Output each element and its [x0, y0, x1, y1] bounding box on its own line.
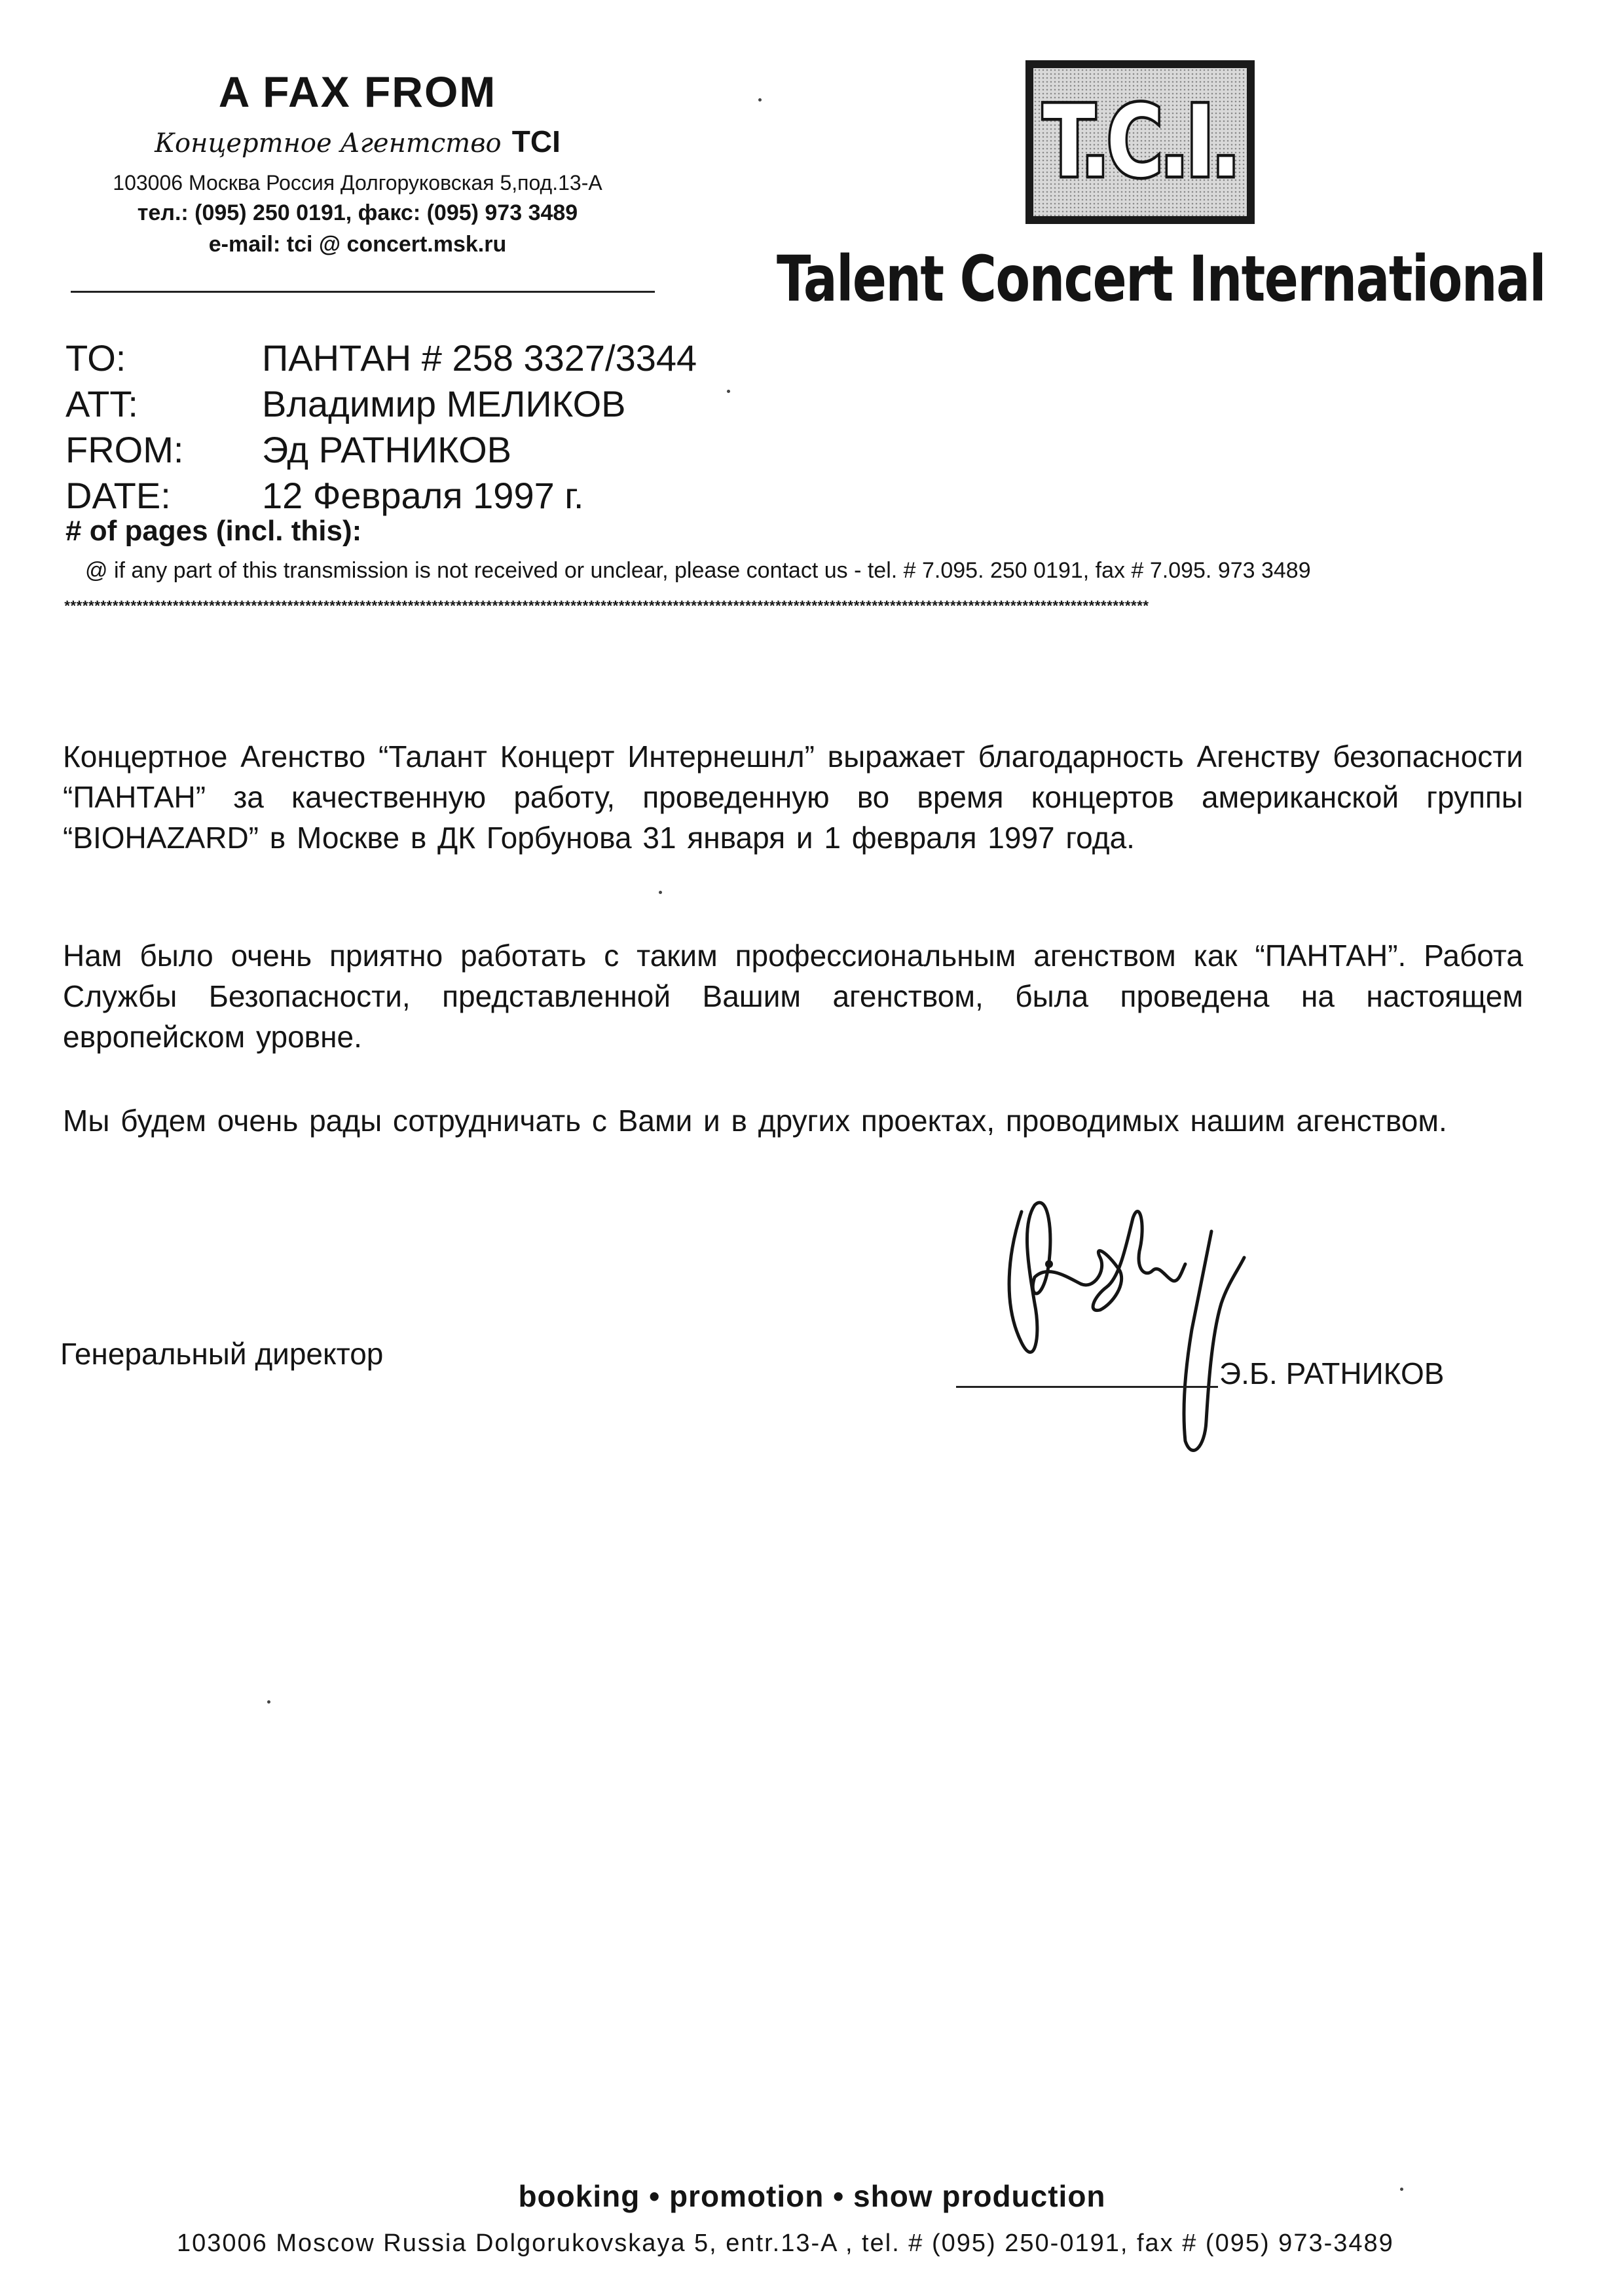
to-value: ПАНТАН # 258 3327/3344 — [262, 337, 697, 379]
scan-speck — [758, 98, 762, 102]
to-label: TO: — [65, 337, 126, 379]
agency-name — [63, 121, 652, 164]
transmission-notice: @ if any part of this transmission is not received or unclear, please contact us - tel. # 7.095. 250 0191, fax # 7.095. 973 3489 — [85, 558, 1311, 583]
tci-logo-text: T.C.I. — [1043, 85, 1238, 199]
body-paragraph: Нам было очень приятно работать с таким профессиональным агенством как “ПАНТАН”. Работа Службы Безопасности, представленной Вашим агенством, была проведена на настоящем европейском уровне. — [63, 939, 1523, 1054]
date-label: DATE: — [65, 475, 171, 516]
fax-title: A FAX FROM — [218, 67, 497, 116]
sender-email: e-mail: tci @ concert.msk.ru — [208, 232, 507, 257]
agency-tci: TCI — [511, 124, 561, 159]
scan-speck — [1400, 2188, 1403, 2191]
from-value: Эд РАТНИКОВ — [262, 429, 512, 470]
field-to — [65, 335, 697, 381]
company-name: Talent Concert International — [777, 242, 1545, 316]
signature-line — [956, 1386, 1218, 1388]
sender-phone-fax: тел.: (095) 250 0191, факс: (095) 973 3489 — [137, 200, 578, 225]
from-label: FROM: — [65, 429, 184, 470]
scan-speck — [659, 891, 662, 894]
signatory-title: Генеральный директор — [60, 1337, 384, 1371]
field-date — [65, 473, 697, 519]
scan-speck — [267, 1700, 270, 1704]
asterisk-separator: ************************************************************************************************************************************************************************************ — [63, 599, 1148, 616]
field-att — [65, 381, 697, 427]
att-label: ATT: — [65, 383, 138, 424]
agency-script: Концертное Агентство — [155, 128, 502, 159]
footer-address: 103006 Moscow Russia Dolgorukovskaya 5, entr.13-A , tel. # (095) 250-0191, fax # (095) 973-3489 — [177, 2230, 1394, 2257]
sender-address: 103006 Москва Россия Долгоруковская 5,под.13-А — [113, 171, 602, 195]
footer-services: booking • promotion • show production — [518, 2179, 1106, 2213]
date-value: 12 Февраля 1997 г. — [262, 475, 584, 516]
scan-speck — [727, 390, 730, 393]
sender-block — [63, 65, 652, 260]
pages-label: # of pages (incl. this): — [65, 515, 362, 547]
header-divider — [71, 291, 655, 293]
body-paragraph: Мы будем очень рады сотрудничать с Вами и в других проектах, проводимых нашим агенством. — [63, 1104, 1447, 1138]
signatory-name: Э.Б. РАТНИКОВ — [1219, 1356, 1445, 1390]
att-value: Владимир МЕЛИКОВ — [262, 383, 626, 424]
routing-fields — [65, 335, 697, 519]
handwritten-signature — [995, 1172, 1297, 1474]
field-from — [65, 427, 697, 473]
body-paragraph: Концертное Агенство “Талант Концерт Интернешнл” выражает благодарность Агенству безопасности “ПАНТАН” за качественную работу, проведенную во время концертов американской группы “BIOHAZARD” в Москве в ДК Горбунова 31 января и 1 февраля 1997 года. — [63, 739, 1523, 855]
tci-logo — [1025, 60, 1255, 224]
